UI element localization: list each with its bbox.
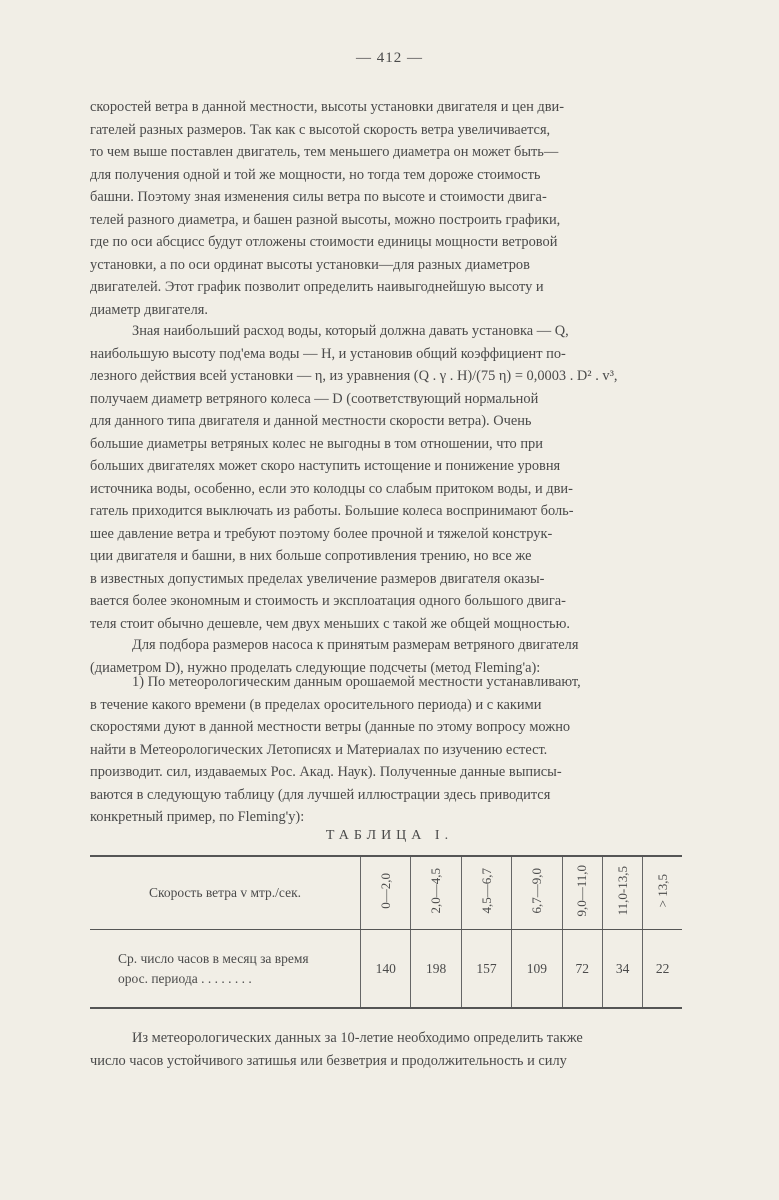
text-line: получаем диаметр ветряного колеса — D (соответствующий нормальной [90,390,539,407]
text-line: (диаметром D), нужно проделать следующие подсчеты (метод Fleming'а): [90,659,541,676]
text-line: Для подбора размеров насоса к принятым размерам ветряного двигателя [132,637,579,653]
range-label: 0—2,0 [377,873,393,909]
paragraph-4 [90,671,686,829]
range-label: 11,0-13,5 [614,866,630,916]
row-label-line: Ср. число часов в месяц за время [118,950,309,966]
text-line: вается более экономным и стоимость и эксплоатация одного большого двига- [90,593,566,609]
text-line: установки, а по оси ординат высоты установки—для разных диаметров [90,256,530,273]
header-label: Скорость ветра v мтр./сек. [90,856,361,930]
value-cell: 140 [361,930,411,1009]
text-line: больших двигателях может скоро наступить истощение и понижение уровня [90,458,561,474]
text-line-formula: лезного действия всей установки — η, из уравнения (Q . γ . H)/(75 η) = 0,0003 . D² . v³, [90,368,618,384]
text-line: для получения одной и той же мощности, но тогда тем дороже стоимость [90,166,541,183]
range-cell [602,856,642,930]
text-line: Зная наибольший расход воды, который должна давать установка — Q, [132,323,569,339]
range-cell [562,856,602,930]
range-cell [643,856,682,930]
text-line: то чем выше поставлен двигатель, тем меньшего диаметра он может быть— [90,144,559,160]
range-label: 2,0—4,5 [428,868,444,914]
text-line: ции двигателя и башни, в них больше сопротивления трению, но все же [90,548,532,564]
text-line: ваются в следующую таблицу (для лучшей иллюстрации здесь приводится [90,786,551,803]
wind-speed-table [90,855,682,1009]
text-line: в известных допустимых пределах увеличение размеров двигателя оказы- [90,570,545,587]
page-number: — 412 — [356,50,423,66]
value-cell: 34 [602,930,642,1009]
text-line: шее давление ветра и требуют поэтому более прочной и тяжелой конструк- [90,525,553,542]
range-label: 4,5—6,7 [478,868,494,914]
table-caption: ТАБЛИЦА I. [325,828,454,843]
range-label: 6,7—9,0 [528,868,544,914]
text-line: источника воды, особенно, если это колодцы со слабым притоком воды, и дви- [90,480,573,497]
text-line: для данного типа двигателя и данной местности скорости ветра). Очень [90,413,532,429]
text-line: диаметр двигателя. [90,301,208,318]
text-line: гателей разных размеров. Так как с высотой скорость ветра увеличивается, [90,121,551,138]
bottom-paragraph [90,1027,686,1072]
text-line: башни. Поэтому зная изменения силы ветра по высоте и стоимости двига- [90,189,547,205]
text-line: 1) По метеорологическим данным орошаемой местности устанавливают, [132,674,581,690]
range-cell [461,856,511,930]
text-line: где по оси абсцисс будут отложены стоимости единицы мощности ветровой [90,234,558,250]
text-line: Из метеорологических данных за 10-летие необходимо определить также [132,1030,583,1046]
text-line: телей разного диаметра, и башен разной высоты, можно построить графики, [90,211,561,228]
value-cell: 109 [512,930,562,1009]
value-cell: 198 [411,930,461,1009]
value-cell: 157 [461,930,511,1009]
table-header-row [90,856,682,930]
text-line: наибольшую высоту под'ема воды — H, и установив общий коэффициент по- [90,345,566,362]
row-label [90,930,361,1009]
text-line: большие диаметры ветряных колес не выгодны в том отношении, что при [90,435,543,452]
row-label-line: орос. периода . . . . . . . . [118,970,252,986]
text-line: теля стоит обычно дешевле, чем двух меньших с такой же общей мощностью. [90,615,570,632]
range-cell [361,856,411,930]
text-line: число часов устойчивого затишья или безветрия и продолжительность и силу [90,1052,567,1069]
text-line: в течение какого времени (в пределах оросительного периода) и с какими [90,696,542,713]
text-line: гатель приходится выключать из работы. Большие колеса воспринимают боль- [90,503,574,519]
range-label: 9,0—11,0 [574,865,590,917]
paragraph-1 [90,96,686,321]
text-line: двигателей. Этот график позволит определить наивыгоднейшую высоту и [90,279,544,295]
text-line: скоростями дуют в данной местности ветры (данные по этому вопросу можно [90,719,571,735]
text-line: конкретный пример, по Fleming'у): [90,809,305,825]
table-data-row [90,930,682,1009]
value-cell: 22 [643,930,682,1009]
range-label: > 13,5 [654,874,670,908]
range-cell [411,856,461,930]
text-line: производит. сил, издаваемых Рос. Акад. Наук). Полученные данные выписы- [90,764,562,780]
paragraph-2 [90,320,686,635]
text-line: скоростей ветра в данной местности, высоты установки двигателя и цен дви- [90,99,564,115]
text-line: найти в Метеорологических Летописях и Материалах по изучению естест. [90,741,548,758]
range-cell [512,856,562,930]
value-cell: 72 [562,930,602,1009]
